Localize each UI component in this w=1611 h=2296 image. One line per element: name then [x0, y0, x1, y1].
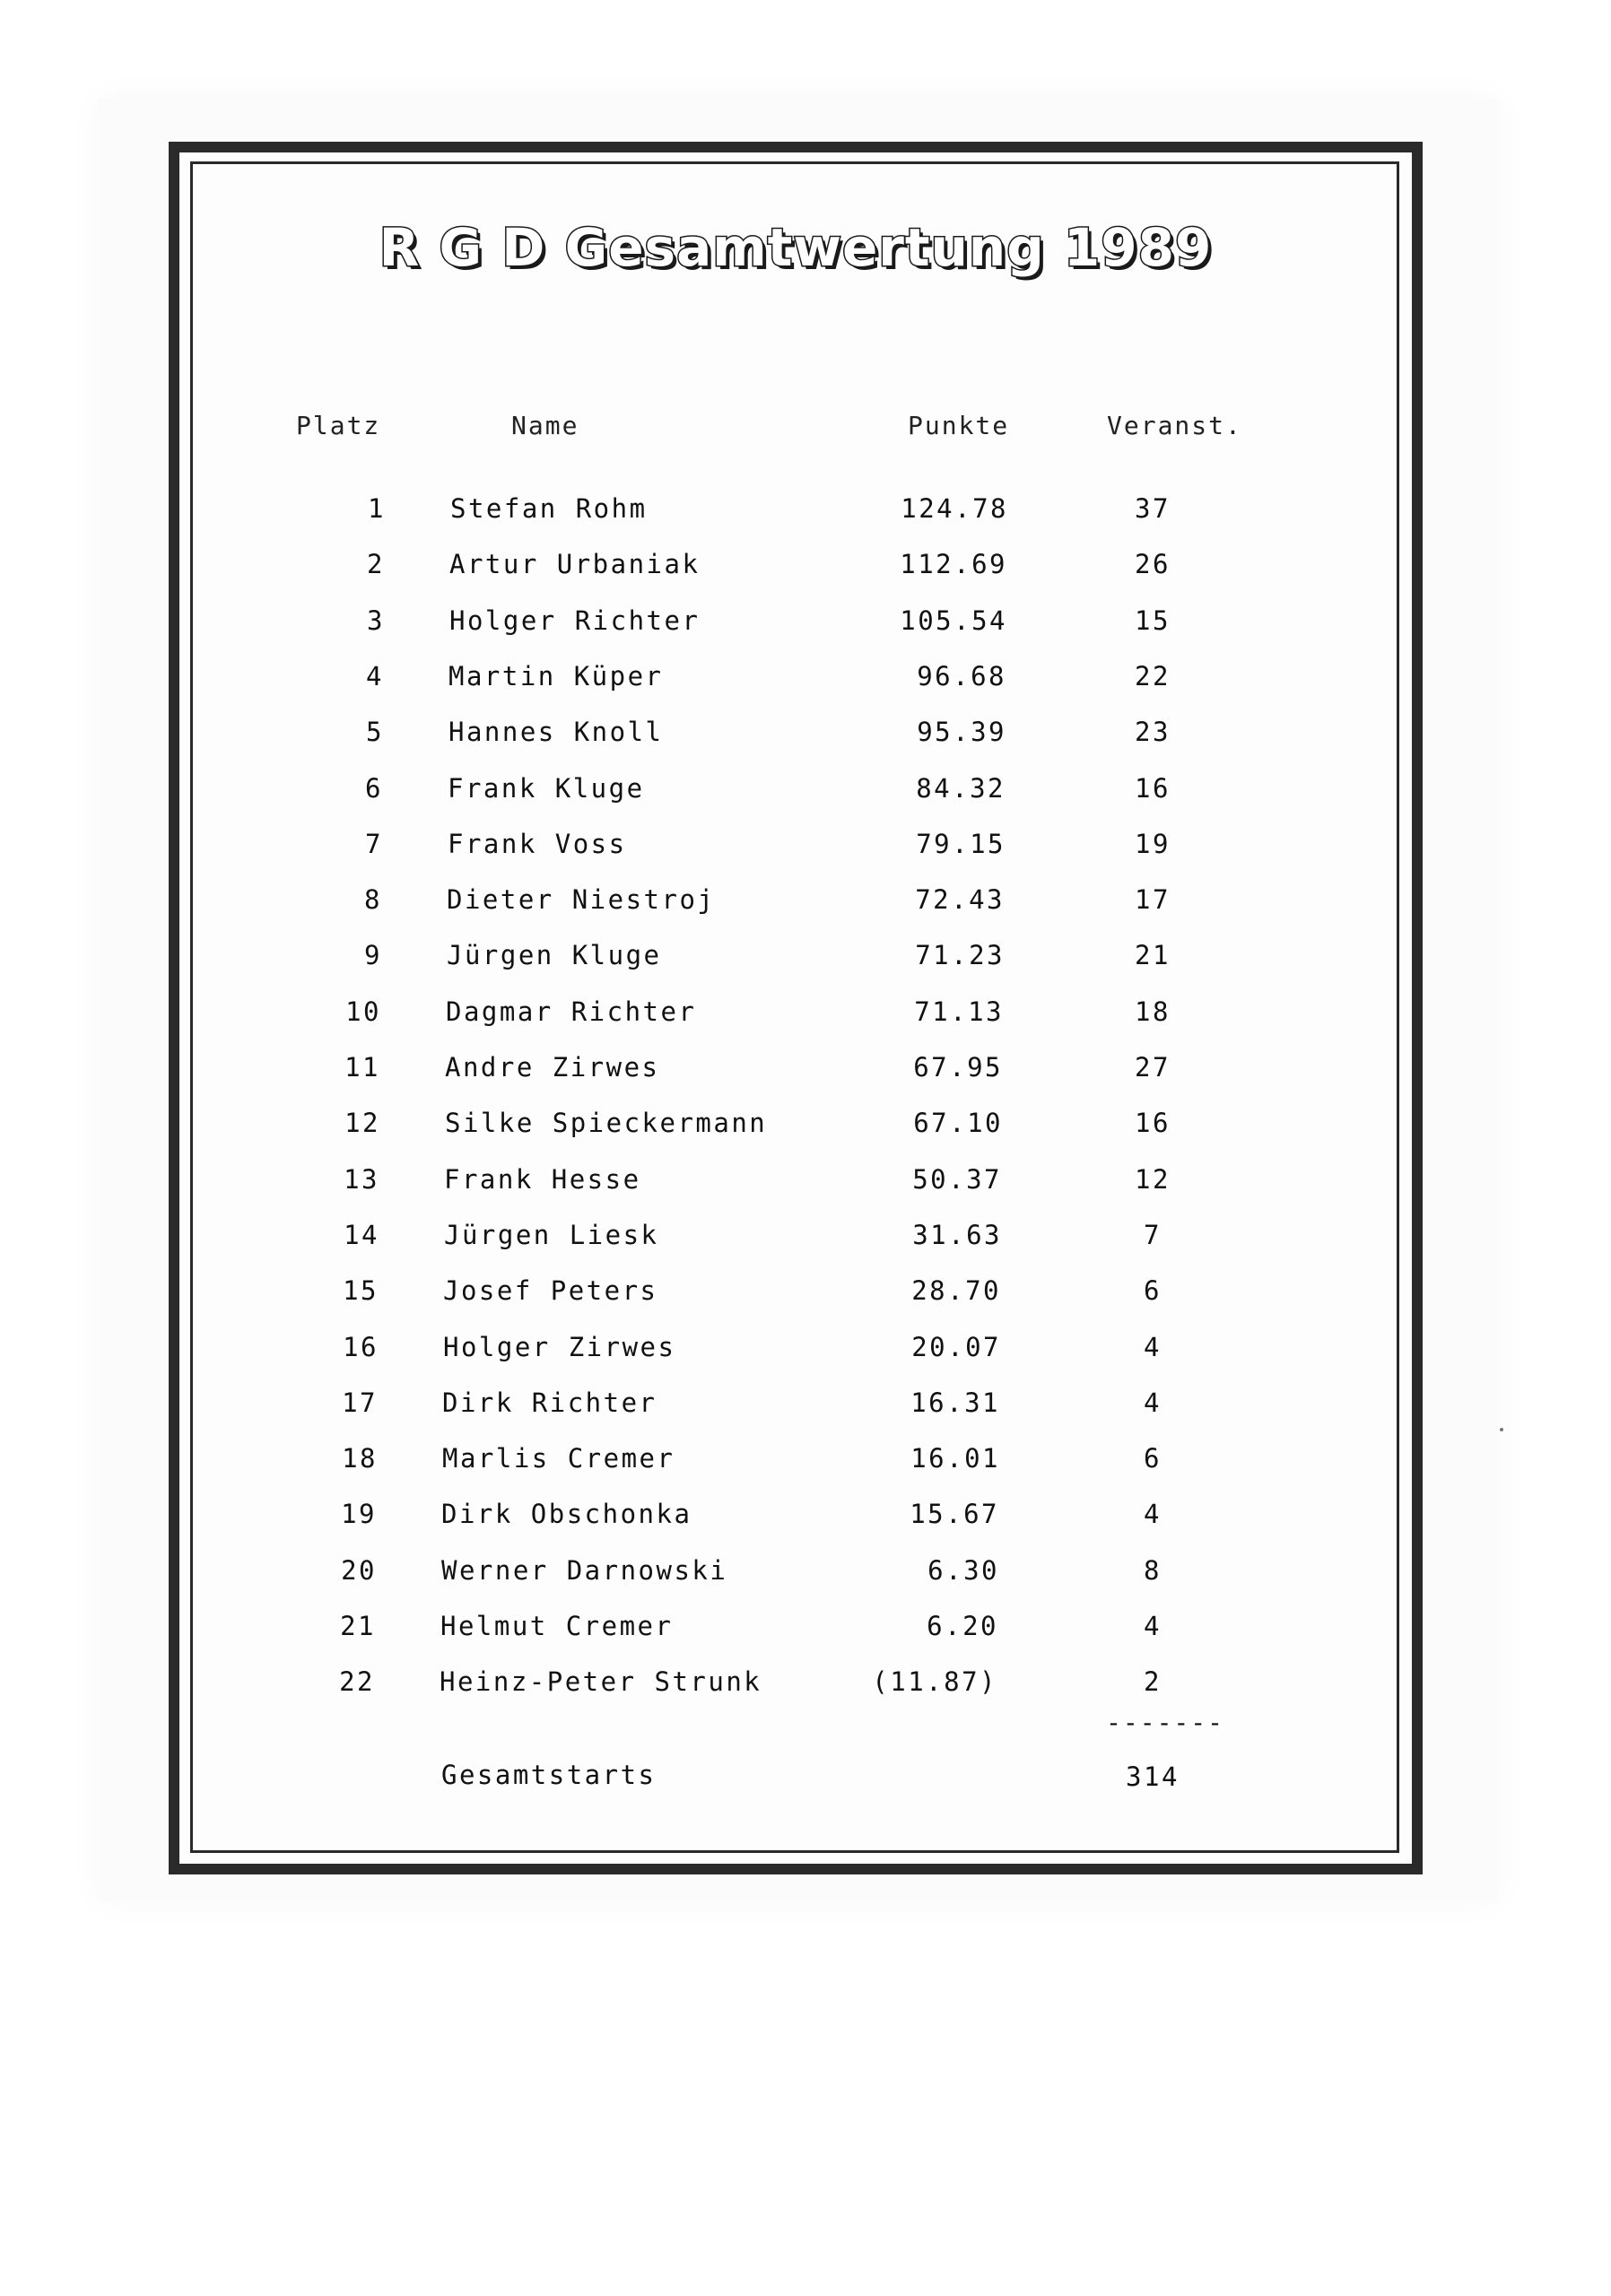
row-punkte: 6.20	[927, 1611, 998, 1641]
row-punkte: 15.67	[910, 1499, 999, 1530]
row-punkte: (11.87)	[872, 1666, 997, 1698]
row-platz: 9	[364, 940, 382, 971]
row-platz: 13	[344, 1163, 379, 1195]
row-punkte: 95.39	[917, 717, 1006, 748]
row-platz: 16	[343, 1331, 379, 1362]
row-punkte: 71.13	[914, 996, 1004, 1027]
row-punkte: 6.30	[927, 1554, 999, 1586]
row-platz: 8	[364, 884, 382, 916]
row-punkte: 67.10	[913, 1108, 1003, 1139]
row-punkte: 16.31	[910, 1387, 1000, 1418]
row-platz: 4	[366, 660, 384, 691]
row-name: Jürgen Kluge	[447, 940, 662, 971]
row-veranst: 6	[1144, 1275, 1162, 1307]
row-platz: 21	[340, 1611, 376, 1641]
row-platz: 12	[344, 1108, 380, 1139]
row-name: Dirk Richter	[442, 1387, 657, 1418]
row-punkte: 105.54	[900, 604, 1007, 636]
row-platz: 15	[343, 1275, 379, 1307]
row-veranst: 23	[1135, 717, 1171, 748]
row-name: Holger Zirwes	[443, 1331, 676, 1362]
sum-rule: -------	[1106, 1708, 1225, 1737]
row-platz: 10	[345, 996, 381, 1027]
row-veranst: 17	[1135, 884, 1171, 916]
row-platz: 20	[341, 1554, 377, 1586]
row-punkte: 79.15	[916, 828, 1006, 859]
row-punkte: 96.68	[917, 660, 1006, 691]
row-platz: 19	[341, 1499, 377, 1530]
row-veranst: 26	[1135, 549, 1171, 580]
row-name: Artur Urbaniak	[449, 549, 701, 580]
row-punkte: 124.78	[901, 493, 1008, 524]
row-punkte: 84.32	[916, 772, 1006, 804]
row-veranst: 22	[1135, 660, 1171, 691]
document-frame	[169, 142, 1423, 1874]
row-platz: 1	[368, 493, 386, 524]
row-platz: 11	[344, 1052, 380, 1083]
total-label: Gesamtstarts	[441, 1760, 657, 1790]
row-platz: 17	[342, 1387, 378, 1418]
row-platz: 5	[366, 717, 384, 748]
row-name: Frank Kluge	[448, 772, 645, 804]
row-veranst: 12	[1135, 1163, 1171, 1195]
row-platz: 18	[342, 1443, 378, 1474]
row-name: Werner Darnowski	[441, 1554, 728, 1586]
row-name: Josef Peters	[443, 1275, 658, 1307]
row-punkte: 20.07	[911, 1331, 1001, 1362]
row-veranst: 6	[1144, 1443, 1162, 1474]
row-name: Martin Küper	[448, 660, 664, 691]
row-veranst: 15	[1135, 604, 1171, 636]
row-platz: 3	[367, 604, 385, 636]
row-veranst: 37	[1135, 493, 1171, 524]
column-header-platz: Platz	[296, 411, 381, 440]
row-veranst: 4	[1144, 1331, 1162, 1362]
row-name: Heinz-Peter Strunk	[440, 1666, 762, 1698]
column-header-punkte: Punkte	[908, 411, 1010, 440]
row-name: Hannes Knoll	[448, 717, 664, 748]
row-name: Holger Richter	[449, 604, 701, 636]
row-veranst: 16	[1135, 772, 1171, 804]
row-punkte: 72.43	[915, 884, 1005, 916]
row-platz: 22	[339, 1666, 375, 1698]
row-punkte: 16.01	[910, 1443, 1000, 1474]
column-header-name: Name	[511, 411, 579, 440]
row-veranst: 4	[1144, 1499, 1162, 1530]
row-punkte: 112.69	[900, 549, 1007, 580]
row-platz: 14	[344, 1219, 379, 1250]
row-punkte: 67.95	[913, 1052, 1003, 1083]
row-name: Dirk Obschonka	[441, 1499, 692, 1530]
row-punkte: 31.63	[912, 1219, 1002, 1250]
row-veranst: 4	[1144, 1387, 1162, 1418]
row-platz: 2	[367, 549, 385, 580]
row-veranst: 7	[1144, 1219, 1162, 1250]
row-platz: 7	[365, 828, 383, 859]
row-veranst: 8	[1144, 1554, 1162, 1586]
row-name: Frank Hesse	[444, 1163, 641, 1195]
row-name: Marlis Cremer	[442, 1443, 675, 1474]
row-name: Helmut Cremer	[440, 1611, 674, 1641]
total-value: 314	[1126, 1761, 1180, 1792]
row-veranst: 27	[1135, 1052, 1171, 1083]
row-platz: 6	[365, 772, 383, 804]
row-veranst: 2	[1144, 1666, 1162, 1698]
row-veranst: 21	[1135, 940, 1171, 971]
row-punkte: 28.70	[911, 1275, 1001, 1307]
row-name: Frank Voss	[448, 828, 627, 859]
row-name: Dieter Niestroj	[447, 884, 716, 916]
column-header-veranst: Veranst.	[1107, 411, 1242, 440]
row-punkte: 50.37	[912, 1163, 1002, 1195]
row-name: Jürgen Liesk	[444, 1219, 659, 1250]
row-name: Silke Spieckermann	[445, 1108, 768, 1139]
row-veranst: 4	[1144, 1611, 1162, 1641]
scan-speck	[1500, 1428, 1503, 1431]
row-name: Stefan Rohm	[450, 493, 648, 524]
row-veranst: 18	[1135, 996, 1171, 1027]
row-punkte: 71.23	[915, 940, 1005, 971]
row-veranst: 16	[1135, 1108, 1171, 1139]
row-veranst: 19	[1135, 828, 1171, 859]
row-name: Dagmar Richter	[446, 996, 697, 1027]
page-title: R G D Gesamtwertung 1989	[379, 217, 1213, 278]
row-name: Andre Zirwes	[445, 1052, 660, 1083]
